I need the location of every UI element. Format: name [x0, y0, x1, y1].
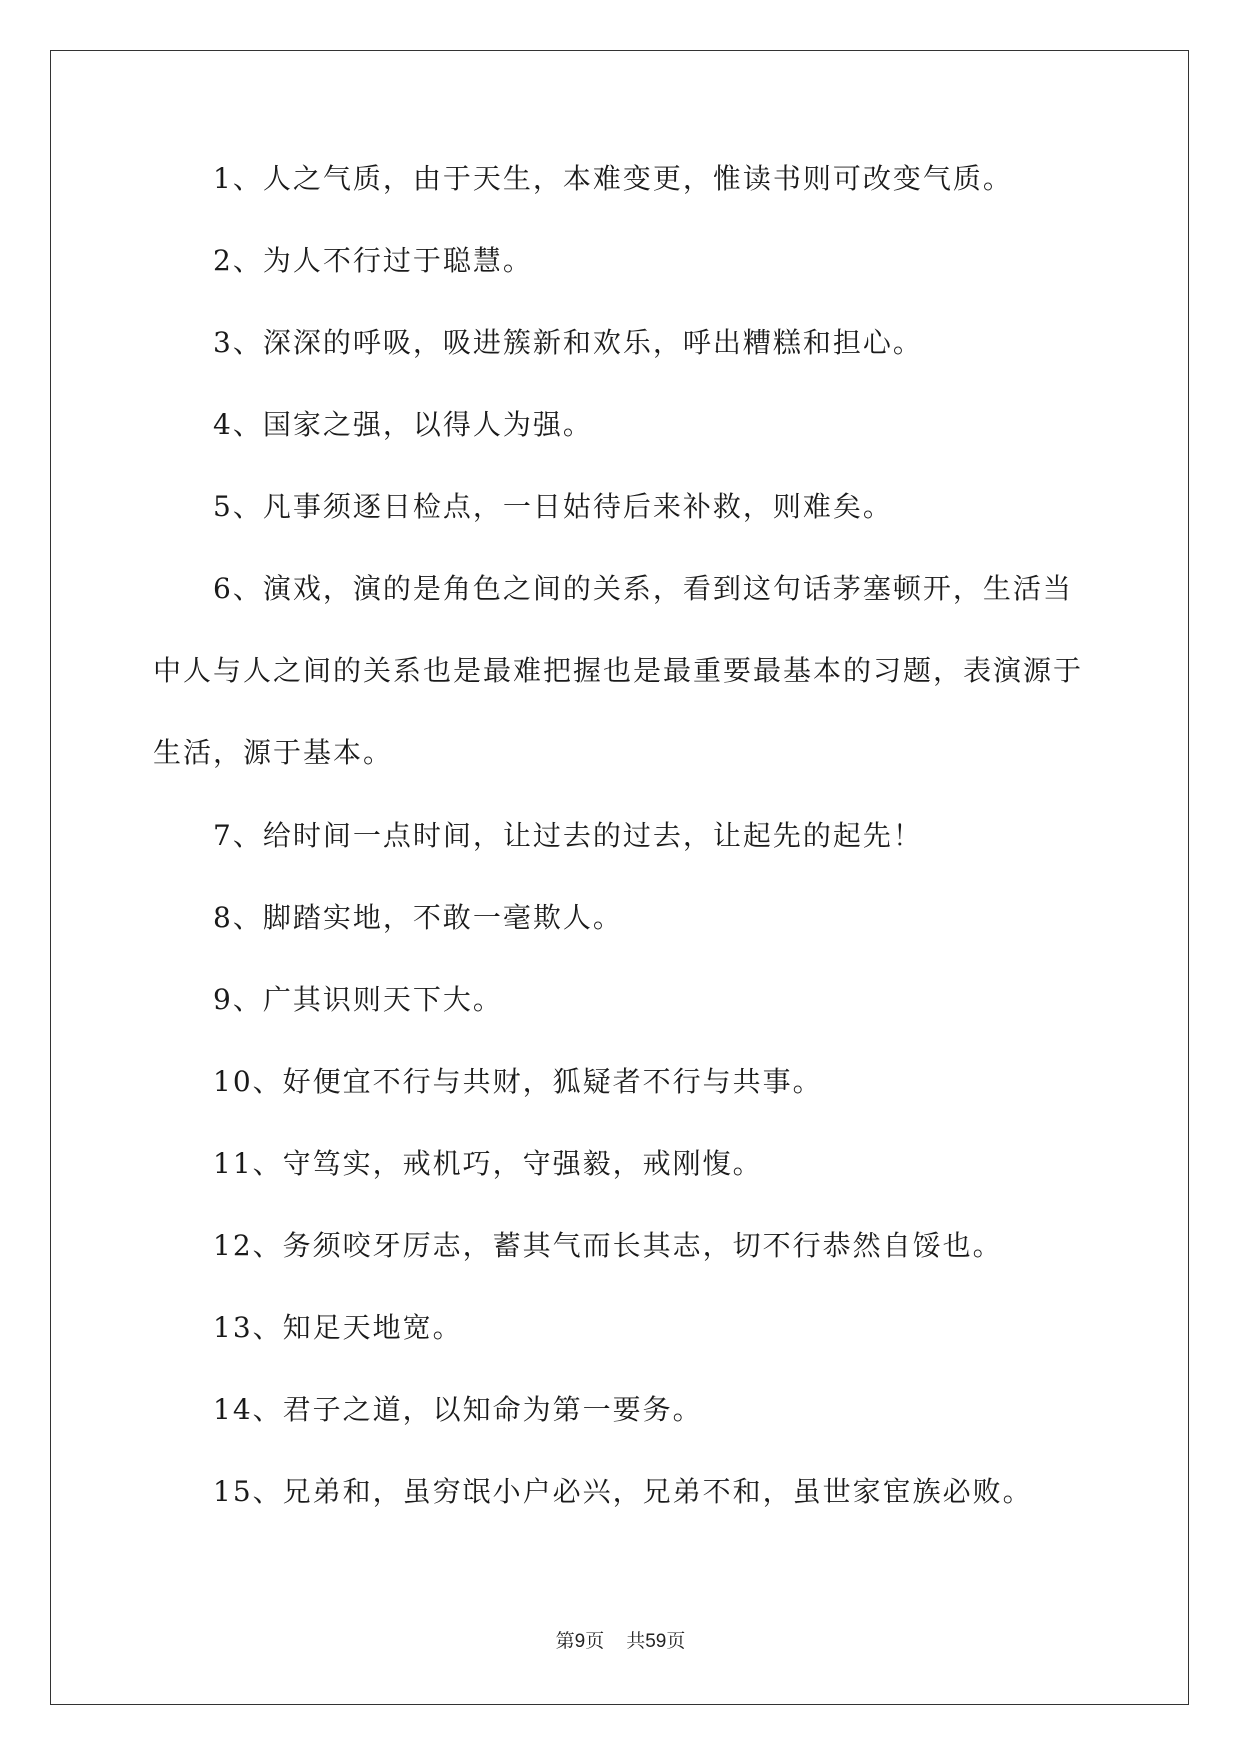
paragraph-9: 9、广其识则天下大。	[213, 983, 503, 1016]
paragraph-1: 1、人之气质，由于天生，本难变更，惟读书则可改变气质。	[213, 162, 1013, 195]
paragraph-14: 14、君子之道，以知命为第一要务。	[213, 1393, 703, 1426]
paragraph-7: 7、给时间一点时间，让过去的过去，让起先的起先！	[213, 819, 923, 852]
paragraph-4: 4、国家之强，以得人为强。	[213, 408, 593, 441]
paragraph-10: 10、好便宜不行与共财，狐疑者不行与共事。	[213, 1065, 823, 1098]
paragraph-3: 3、深深的呼吸，吸进簇新和欢乐，呼出糟糕和担心。	[213, 326, 923, 359]
total-pages: 59	[645, 1631, 667, 1652]
paragraph-15: 15、兄弟和，虽穷氓小户必兴，兄弟不和，虽世家宦族必败。	[213, 1475, 1033, 1508]
paragraph-6: 6、演戏，演的是角色之间的关系，看到这句话茅塞顿开，生活当中人与人之间的关系也是最难把握也是最重要最基本的习题，表演源于生活，源于基本。	[153, 572, 1084, 769]
paragraph-11: 11、守笃实，戒机巧，守强毅，戒刚愎。	[213, 1147, 763, 1180]
total-prefix: 共	[626, 1631, 646, 1652]
document-body	[153, 158, 1098, 1553]
page-footer	[0, 1626, 1241, 1653]
paragraph-2: 2、为人不行过于聪慧。	[213, 244, 533, 277]
page-prefix: 第	[555, 1631, 575, 1652]
paragraph-5: 5、凡事须逐日检点，一日姑待后来补救，则难矣。	[213, 490, 893, 523]
page-suffix: 页	[585, 1631, 605, 1652]
paragraph-8: 8、脚踏实地，不敢一毫欺人。	[213, 901, 623, 934]
paragraph-12: 12、务须咬牙厉志，蓄其气而长其志，切不行恭然自馁也。	[213, 1229, 1003, 1262]
paragraph-13: 13、知足天地宽。	[213, 1311, 463, 1344]
page-number: 9	[574, 1631, 586, 1652]
total-suffix: 页	[666, 1631, 686, 1652]
